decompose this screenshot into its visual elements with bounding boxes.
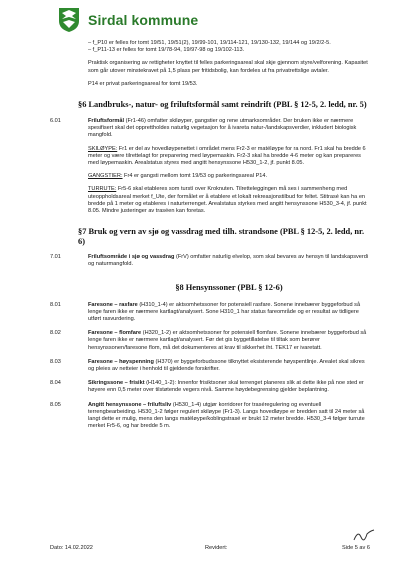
subclause-label: GANGSTIER: [88,173,123,180]
subclause-label: SKILØYPE: [88,145,118,152]
paragraph-parking-organisation: Praktisk organisering av rettigheter knyttet til felles parkeringsareal skal skje gjennom styre/velforening. Kapasitet som går utover minstekravet på 1,5 plass per fritidsbolig, kan fordeles ut fra privatrettslige avtaler. [88,60,368,74]
clause-text: (H320_1-2) er aktsomhetssoner for potensiell flomfare. Sonene innebærer byggeforbud så lenge faren ikke er nærmere kartlagt/analysert. Før det gis byggetillatelse til tiltak som berører hensynssonen/faresone flom, må det dokumenteres at krav til sikkerhet iht. TEK17 er ivaretatt. [88,330,367,351]
organization-name: Sirdal kommune [88,12,199,28]
subclause-text: Fr5-6 skal etableres som turstì over Kroknuten. Tilretteleggingen må ses i sammenheng med uteoppholdsareal merket f_Ute, der formålet er å etablere et lokalt rekreasjonstilbud for feltet. Stitrasé kan ha en bredde på 1 meter og etableres i naturterrenget. Arealstatus styrkes med angitt hensynssone H530_3-4, jf. punkt 8.05. Mindre justeringer av traséen kan foretas. [88,186,367,215]
subclause-text: Fr1 er del av hovedløypenettet i området mens Fr2-3 er matéløype for ra nord. Fr1 skal ha bredde 6 meter og være tilrettelagt for preparering med løypemaskin. Fr2-3 skal ha bredde 4-6 meter og kan prepareres med løypemaskin. Arealstatus styres med angitt hensynssone H530_1-2, jf. punkt 8.05. [88,145,366,167]
list-item: – f_P10 er felles for tomt 19/51, 19/51(2), 19/99-101, 19/114-121, 19/130-132, 19/144 og 19/2/2-5. [88,40,331,46]
list-item: – f_P11-13 er felles for tomt 19/78-94, 19/97-98 og 19/102-113. [88,47,245,54]
clause-number: 8.04 [50,380,61,387]
clause-number: 8.01 [50,301,61,308]
clause-6-01 [50,118,370,140]
municipality-coat-of-arms-icon [58,7,80,33]
clause-text: (H310_1-4) er aktsomhetssoner for potensiell rasfare. Sonene innebærer byggeforbud så lenge faren ikke er nærmere kartlagt/analysert. Sone H310_1 har status fareområde og er resultat av tidligere utført rasvurdering. [88,301,361,323]
clause-title: Faresone – flomfare [88,330,142,337]
clause-8-01 [50,302,370,324]
clause-text: (H530_1-4) utgjør korridorer for traséregulering og eventuell terrengbearbeiding. H530_1-2 følger regulert skiløype (Fr1-3). Langs hovedløype er bredden satt til 24 meter så langt dette er mulig, mens den langs matéløype/koblingstrasé er brukt 12 meter bredde. H530_3-4 følger turrute merket Fr5-6, og har bredde 5 m. [88,401,365,430]
subclause-label: TURRUTE: [88,186,117,193]
clause-8-03 [50,359,370,373]
footer-date: Dato: 14.02.2022 [50,545,93,551]
clause-title: Faresone – høyspenning [88,358,154,365]
section-7-heading: §7 Bruk og vern av sjø og vassdrag med tilh. strandsone (PBL § 12-5, 2. ledd, nr. 6) [78,227,365,247]
clause-number: 8.05 [50,401,61,408]
clause-text: (Fr1-46) omfatter skiløyper, gangstier og rene utmarksområder. Der bruken ikke er nærmere spesifisert skal det opprettholdes naturlig vegetasjon for å ivareta natur-/landskapsverdier, inkludert biologisk mangfold. [88,118,357,139]
subclause-skiloype [88,146,370,168]
clause-number: 8.03 [50,358,61,365]
clause-8-05 [50,402,370,431]
clause-title: Faresone – rasfare [88,301,138,308]
footer-page-number: Side 5 av 6 [342,545,370,551]
section-8-heading: §8 Hensynssoner (PBL § 12-6) [175,282,283,292]
section-6-heading: §6 Landbruks-, natur- og friluftsformål samt reindrift (PBL § 12-5, 2. ledd, nr. 5) [78,100,367,110]
document-body [50,40,370,431]
page-header [58,7,198,33]
clause-text: (H370) er byggeforbudssone tilknyttet eksisterende høyspentlinje. Arealet skal sikres og pleies av netteier i henhold til gjeldende forskrifter. [88,358,365,373]
page-footer [50,545,370,551]
clause-text: (H140_1-2): Innenfor frisiktsoner skal terrenget planeres slik at dette ikke på noe sted er høyere enn 0,5 meter over tilstøtende vegers nivå. Samme høydebegrensing gjelder beplantning. [88,380,364,394]
clause-title: Friluftsformål [88,118,125,125]
signature-mark-icon [352,528,376,542]
clause-8-02 [50,330,370,352]
subclause-turrute [88,186,370,215]
clause-8-04 [50,380,370,394]
footer-revised: Revidert: [205,545,228,551]
subclause-gangstier [88,173,370,180]
clause-text: (FrV) omfatter naturlig elvelop, som skal bevares av hensyn til landskapsverdi og naturmangfold. [88,254,369,268]
clause-number: 7.01 [50,254,61,261]
clause-number: 6.01 [50,118,61,125]
paragraph-p14: P14 er privat parkeringsareal for tomt 19/53. [88,80,198,87]
clause-title: Friluftsområde i sjø og vassdrag [88,254,175,261]
clause-title: Sikringssone – frisikt [88,380,145,387]
clause-title: Angitt hensynssone – friluftsliv [88,401,172,408]
subclause-text: Fr4 er gangsti mellom tomt 19/53 og parkeringsareal P14. [122,173,268,180]
clause-number: 8.02 [50,330,61,337]
clause-7-01 [50,254,370,268]
parking-list [88,40,370,54]
